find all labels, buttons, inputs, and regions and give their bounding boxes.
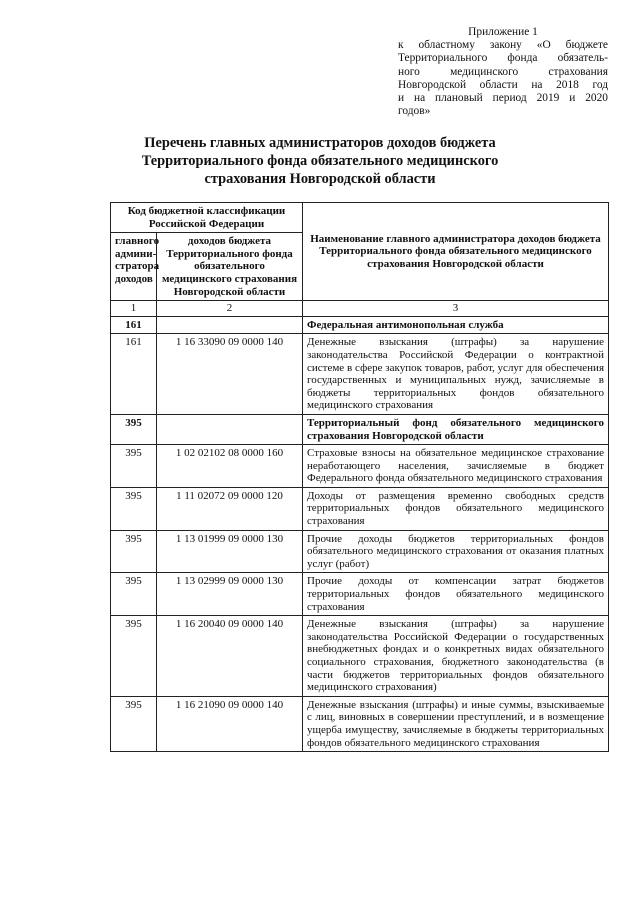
revenue-code-cell: 1 16 21090 09 0000 140 xyxy=(157,696,303,751)
revenue-code-cell: 1 02 02102 08 0000 160 xyxy=(157,445,303,488)
revenue-name-cell: Прочие доходы бюджетов территориальных фондов обязательного медицинского страхования от оказания платных услуг (работ) xyxy=(303,530,609,573)
column-number: 2 xyxy=(157,301,303,317)
header-name: Наименование главного администратора доходов бюджета Территориального фонда обязательного медицинского страхования Новгородской области xyxy=(303,203,609,301)
revenue-name-cell: Страховые взносы на обязательное медицинское страхование неработающего населения, зачисляемые в бюджет Федерального фонда обязательного медицинского страхования xyxy=(303,445,609,488)
title-line: Территориального фонда обязательного медицинского xyxy=(141,153,499,169)
revenue-code-cell: 1 11 02072 09 0000 120 xyxy=(157,487,303,530)
title-line: страхования Новгородской области xyxy=(204,171,436,187)
revenue-name-cell: Денежные взыскания (штрафы) за нарушение законодательства Российской Федерации о контрактной системе в сфере закупок товаров, работ, услуг для обеспечения государственных и муниципальных нужд, зачисляемые в бюджеты территориальных фондов обязательного медицинского страхования xyxy=(303,334,609,415)
administrators-table xyxy=(110,202,609,752)
admin-code-cell: 395 xyxy=(111,487,157,530)
appendix-line: Территориального фонда обязатель- xyxy=(398,52,608,65)
admin-code-cell: 395 xyxy=(111,616,157,697)
appendix-line: и на плановый период 2019 и 2020 xyxy=(398,92,608,105)
revenue-code-cell: 1 16 33090 09 0000 140 xyxy=(157,334,303,415)
table-row xyxy=(111,334,609,415)
document-title xyxy=(0,134,640,188)
title-line: Перечень главных администраторов доходов бюджета xyxy=(144,135,496,151)
table-body xyxy=(111,203,609,752)
revenue-code-cell xyxy=(157,414,303,444)
table-row xyxy=(111,616,609,697)
admin-code-cell: 395 xyxy=(111,696,157,751)
revenue-name-cell: Доходы от размещения временно свободных средств территориальных фондов обязательного медицинского страхования xyxy=(303,487,609,530)
table-row xyxy=(111,696,609,751)
admin-code-cell: 395 xyxy=(111,445,157,488)
revenue-name-cell: Федеральная антимонопольная служба xyxy=(303,316,609,334)
admin-code-cell: 395 xyxy=(111,414,157,444)
table-row xyxy=(111,316,609,334)
table-row xyxy=(111,414,609,444)
header-revenue-code: доходов бюджета Территориального фонда обязательного медицинского страхования Новгородской области xyxy=(157,233,303,301)
appendix-line: годов» xyxy=(398,105,431,118)
revenue-name-cell: Прочие доходы от компенсации затрат бюджетов территориальных фондов обязательного медицинского страхования xyxy=(303,573,609,616)
revenue-name-cell: Денежные взыскания (штрафы) и иные суммы, взыскиваемые с лиц, виновных в совершении преступлений, и в возмещение ущерба имуществу, зачисляемые в бюджеты территориальных фондов обязательного медицинского страхования xyxy=(303,696,609,751)
appendix-line: ного медицинского страхования xyxy=(398,65,608,78)
header-row xyxy=(111,203,609,233)
appendix-line: Новгородской области на 2018 год xyxy=(398,78,608,91)
table-row xyxy=(111,530,609,573)
admin-code-cell: 395 xyxy=(111,530,157,573)
column-number-row xyxy=(111,301,609,317)
header-classification-code: Код бюджетной классификации Российской Федерации xyxy=(111,203,303,233)
revenue-name-cell: Денежные взыскания (штрафы) за нарушение законодательства Российской Федерации о государственных внебюджетных фондах и о конкретных видах обязательного социального страхования, бюджетного законодательства (в части бюджетов территориальных фондов обязательного медицинского страхования) xyxy=(303,616,609,697)
column-number: 1 xyxy=(111,301,157,317)
revenue-code-cell xyxy=(157,316,303,334)
revenue-name-cell: Территориальный фонд обязательного медицинского страхования Новгородской области xyxy=(303,414,609,444)
revenue-code-cell: 1 13 02999 09 0000 130 xyxy=(157,573,303,616)
column-number: 3 xyxy=(303,301,609,317)
admin-code-cell: 161 xyxy=(111,334,157,415)
revenue-code-cell: 1 16 20040 09 0000 140 xyxy=(157,616,303,697)
admin-code-cell: 161 xyxy=(111,316,157,334)
revenue-code-cell: 1 13 01999 09 0000 130 xyxy=(157,530,303,573)
appendix-note xyxy=(398,26,608,118)
table-row xyxy=(111,445,609,488)
table-row xyxy=(111,487,609,530)
appendix-title: Приложение 1 xyxy=(468,26,538,38)
admin-code-cell: 395 xyxy=(111,573,157,616)
table-row xyxy=(111,573,609,616)
appendix-line: к областному закону «О бюджете xyxy=(398,39,608,52)
header-admin-code: главного админи-стратора доходов xyxy=(111,233,157,301)
